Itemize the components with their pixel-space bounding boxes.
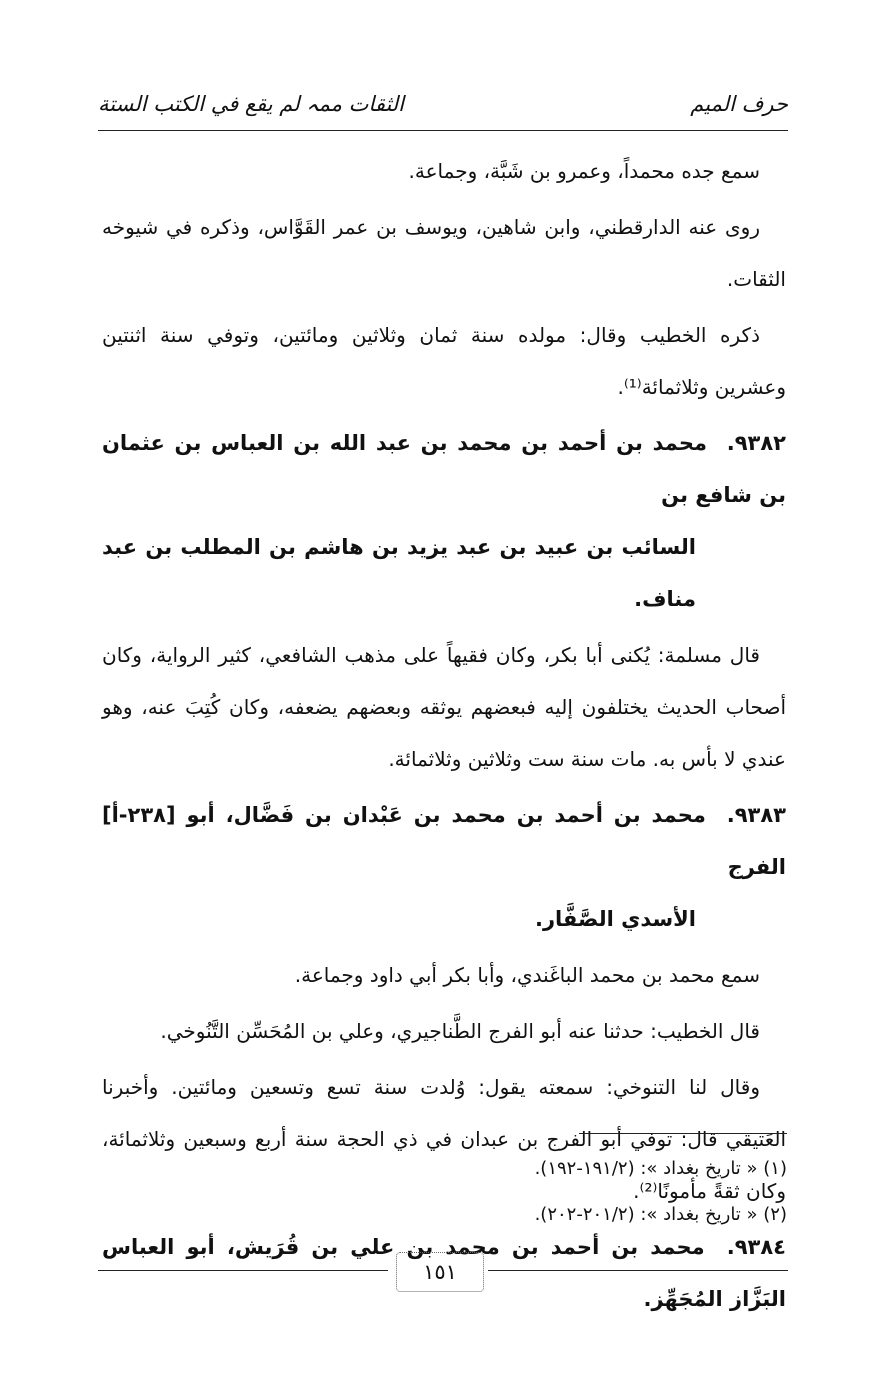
entry-title: محمد بن أحمد بن محمد بن عَبْدان بن فَضَّال، أبو [٢٣٨-أ] الفرج	[102, 803, 786, 879]
header-section: حرف الميم	[690, 92, 788, 116]
paragraph: وقال لنا التنوخي: سمعته يقول: وُلدت سنة تسع وتسعين ومائتين. وأخبرنا العَتيقي قال: توفي أبو الفرج بن عبدان في ذي الحجة سنة أربع وسبعين وثلاثمائة، وكان ثقةً مأمونًا⁽²⁾.	[102, 1075, 786, 1203]
paragraph: سمع محمد بن محمد الباغَندي، وأبا بكر أبي داود وجماعة.	[294, 963, 760, 987]
paragraph: روى عنه الدارقطني، وابن شاهين، ويوسف بن عمر القَوَّاس، وذكره في شيوخه الثقات.	[102, 215, 786, 291]
entry-title: محمد بن أحمد بن محمد بن علي بن قُرَيش، أبو العباس البَزَّاز المُجَهِّز.	[102, 1235, 786, 1311]
footer-rule-left	[98, 1270, 388, 1271]
footer-rule-right	[488, 1270, 788, 1271]
footnotes	[97, 1146, 787, 1238]
biography-entry-heading	[102, 417, 786, 625]
paragraph: سمع جده محمداً، وعمرو بن شَبَّة، وجماعة.	[408, 159, 760, 183]
running-header	[98, 86, 788, 131]
footnote: (٢) « تاريخ بغداد »: (٢٠١/٢-٢٠٢).	[534, 1204, 787, 1225]
page-footer	[98, 1252, 788, 1292]
biography-entry-heading	[102, 789, 786, 945]
header-title: الثقات ممہ لم يقع في الكتب الستة	[98, 92, 405, 116]
entry-title: محمد بن أحمد بن محمد بن عبد الله بن العباس بن عثمان بن شافع بن	[102, 431, 786, 507]
footnote-divider	[579, 1133, 787, 1134]
paragraph: قال الخطيب: حدثنا عنه أبو الفرج الطَّناجيري، وعلي بن المُحَسِّن التَّنُوخي.	[160, 1019, 760, 1043]
footnote: (١) « تاريخ بغداد »: (١٩١/٢-١٩٢).	[534, 1158, 787, 1179]
entry-title-continued: السائب بن عبيد بن عبد يزيد بن هاشم بن المطلب بن عبد مناف.	[102, 535, 696, 611]
entry-number: ٩٣٨٣.	[726, 803, 786, 827]
page-number: ١٥١	[396, 1252, 484, 1292]
entry-number: ٩٣٨٢.	[726, 431, 787, 455]
paragraph: ذكره الخطيب وقال: مولده سنة ثمان وثلاثين ومائتين، وتوفي سنة اثنتين وعشرين وثلاثمائة⁽¹⁾.	[102, 323, 786, 399]
paragraph: قال مسلمة: يُكنى أبا بكر، وكان فقيهاً على مذهب الشافعي، كثير الرواية، وكان أصحاب الحديث يختلفون إليه فبعضهم يوثقه وبعضهم يضعفه، وكان كُتِبَ عنه، وهو عندي لا بأس به. مات سنة ست وثلاثين وثلاثمائة.	[102, 643, 786, 771]
entry-number: ٩٣٨٤.	[726, 1235, 787, 1259]
entry-title-continued: الأسدي الصَّفَّار.	[534, 907, 696, 931]
